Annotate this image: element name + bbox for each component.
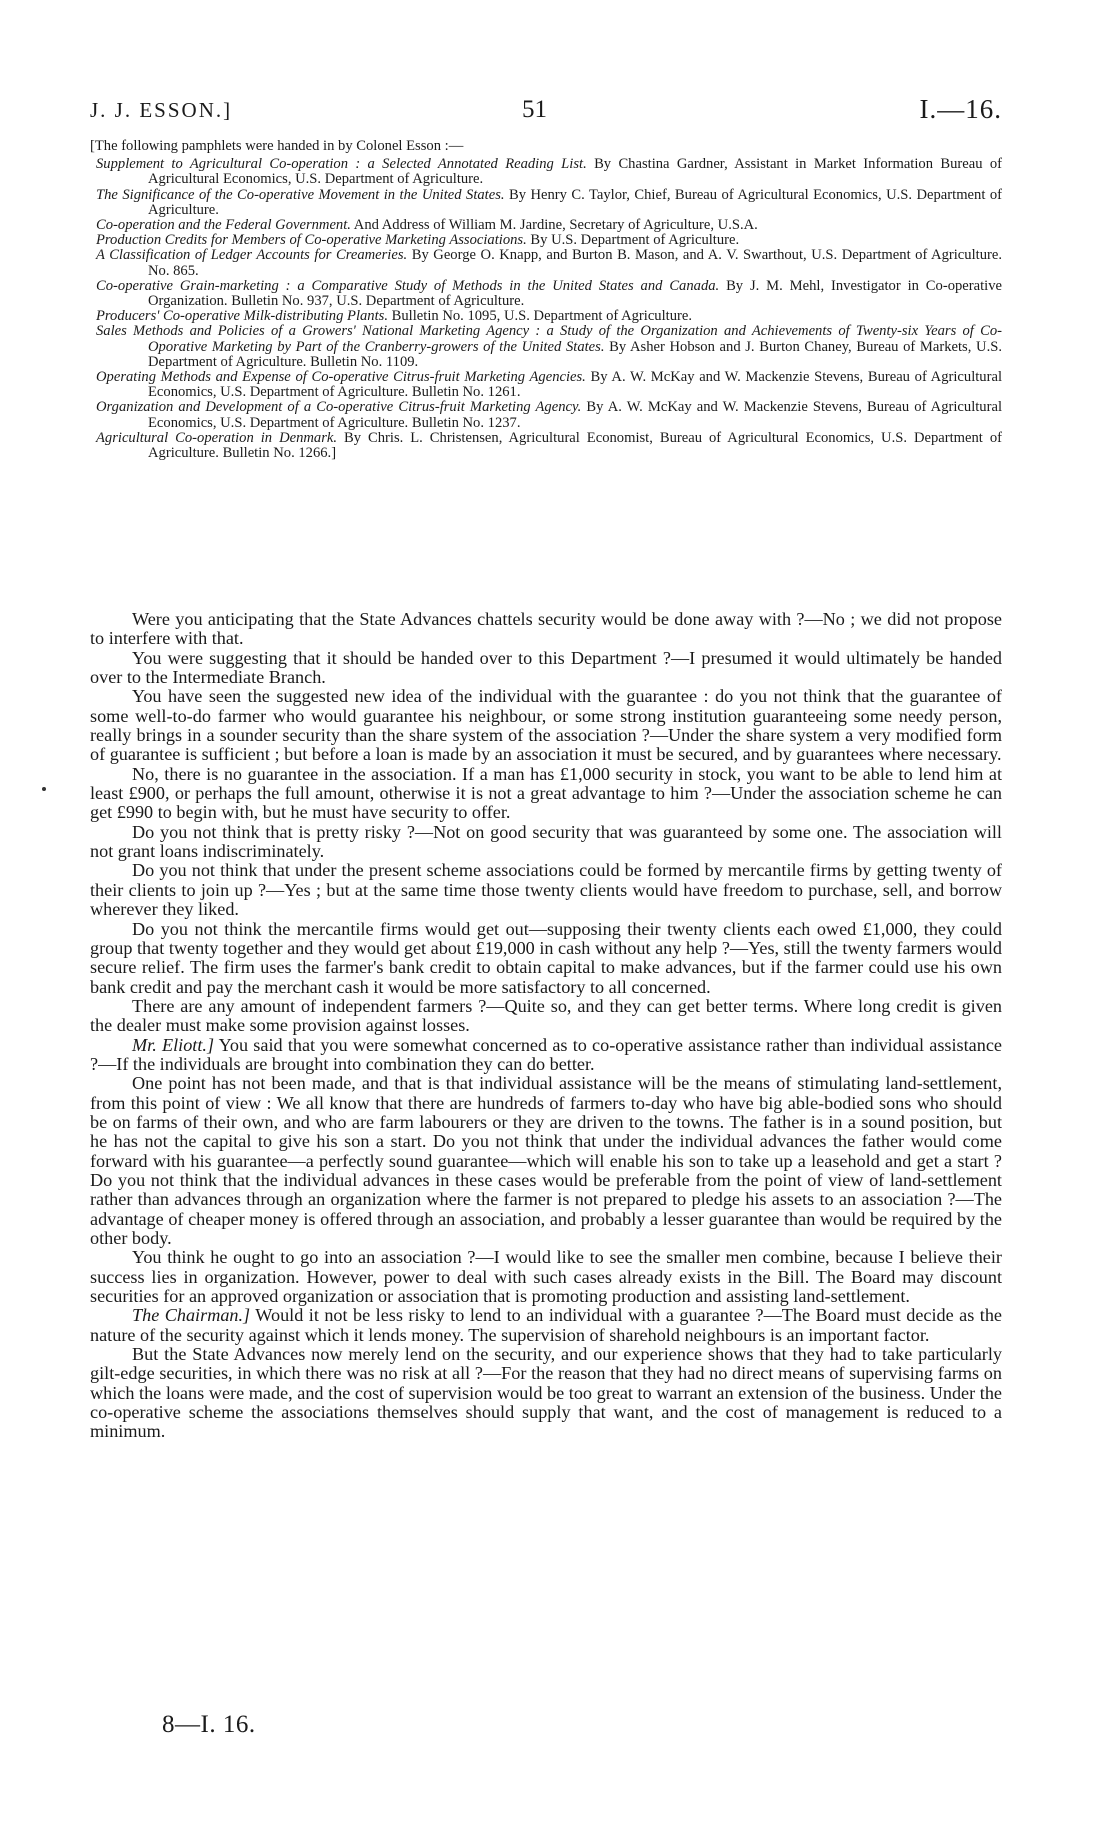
pamphlet-details: By Henry C. Taylor, Chief, Bureau of Agricultural Economics, U.S. Department of Agriculture. <box>148 186 1002 218</box>
pamphlet-title: Supplement to Agricultural Co-operation : a Selected Annotated Reading List. <box>96 156 587 173</box>
pamphlet-title: Operating Methods and Expense of Co-operative Citrus-fruit Marketing Agencies. <box>96 369 586 386</box>
pamphlet-reference <box>90 233 1002 248</box>
pamphlet-reference <box>90 370 1002 400</box>
paragraph-text: One point has not been made, and that is that individual assistance will be the means of stimulating land-settlement, from this point of view : We all know that there are hundreds of farmers to-day who have big able-bodied sons who should be on farms of their own, and who are farm labourers or they are driven to the towns. The father is in a sound position, but he has not the capital to give his son a start. Do you not think that under the individual advances the father would come forward with his guarantee—a perfectly sound guarantee—which will enable his son to take up a leasehold and get a start ? Do you not think that the individual advances in these cases would be preferable from the point of view of land-settlement rather than advances through an organization where the farmer is not prepared to pledge his assets to an association ?—The advantage of cheaper money is offered through an association, and probably a lesser guarantee than would be required by the other body. <box>90 1073 1002 1248</box>
paragraph-text: Do you not think that under the present scheme associations could be formed by mercantile firms by getting twenty of their clients to join up ?—Yes ; but at the same time those twenty clients would have freedom to purchase, sell, and borrow wherever they liked. <box>90 860 1002 920</box>
pamphlet-reference <box>90 431 1002 461</box>
margin-mark <box>42 787 46 791</box>
evidence-transcript <box>90 610 1002 1442</box>
speaker-name: The Chairman.] <box>132 1305 251 1326</box>
transcript-paragraph <box>90 861 1002 919</box>
pamphlet-reference <box>90 157 1002 187</box>
pamphlet-title: Producers' Co-operative Milk-distributing Plants. <box>96 308 388 325</box>
pamphlet-details: By A. W. McKay and W. Mackenzie Stevens, Bureau of Agricultural Economics, U.S. Department of Agriculture. Bulletin No. 1261. <box>148 369 1002 401</box>
transcript-paragraph <box>90 920 1002 997</box>
pamphlet-reference <box>90 324 1002 370</box>
transcript-paragraph <box>90 765 1002 823</box>
pamphlet-title: Agricultural Co-operation in Denmark. <box>96 429 338 446</box>
pamphlet-details: By J. M. Mehl, Investigator in Co-operative Organization. Bulletin No. 937, U.S. Department of Agriculture. <box>148 277 1002 310</box>
pamphlet-reference <box>90 309 1002 324</box>
transcript-paragraph <box>90 649 1002 688</box>
pamphlet-details: By U.S. Department of Agriculture. <box>526 232 740 249</box>
pamphlet-intro: [The following pamphlets were handed in by Colonel Esson :— <box>90 138 464 154</box>
pamphlet-title: Production Credits for Members of Co-operative Marketing Associations. <box>96 232 527 249</box>
page-footer-signature: 8—I. 16. <box>162 1711 256 1738</box>
transcript-paragraph <box>90 1345 1002 1442</box>
transcript-paragraph <box>90 1074 1002 1248</box>
pamphlet-details: By Chastina Gardner, Assistant in Market Information Bureau of Agricultural Economics, U.S. Department of Agriculture. <box>148 156 1002 188</box>
pamphlet-title: A Classification of Ledger Accounts for Creameries. <box>96 247 408 264</box>
paragraph-text: Do you not think the mercantile firms would get out—supposing their twenty clients each owed £1,000, they could group that twenty together and they would get about £19,000 in cash without any help ?—Yes, still the twenty farmers would secure relief. The firm uses the farmer's bank credit to obtain capital to make advances, but if the farmer could use his own bank credit and pay the merchant cash it would be more satisfactory to all concerned. <box>90 918 1002 997</box>
paragraph-text: Do you not think that is pretty risky ?—Not on good security that was guaranteed by some one. The association will not grant loans indiscriminately. <box>90 821 1002 862</box>
pamphlet-details: By A. W. McKay and W. Mackenzie Stevens, Bureau of Agricultural Economics, U.S. Department of Agriculture. Bulletin No. 1237. <box>148 399 1002 431</box>
page-header <box>90 94 1002 132</box>
pamphlet-details: Bulletin No. 1095, U.S. Department of Agriculture. <box>388 308 692 325</box>
pamphlet-details: By Asher Hobson and J. Burton Chaney, Bureau of Markets, U.S. Department of Agriculture. Bulletin No. 1109. <box>148 338 1002 370</box>
pamphlet-details: By George O. Knapp, and Burton B. Mason, and A. V. Swarthout, U.S. Department of Agriculture. No. 865. <box>148 247 1002 279</box>
header-paper-reference: I.—16. <box>919 94 1002 124</box>
pamphlet-title: The Significance of the Co-operative Movement in the United States. <box>96 186 505 203</box>
pamphlet-reference <box>90 248 1002 278</box>
speaker-name: Mr. Eliott.] <box>132 1034 215 1055</box>
paragraph-text: No, there is no guarantee in the association. If a man has £1,000 security in stock, you want to be able to lend him at least £900, or perhaps the full amount, otherwise it is not a great advantage to him ?—Under the association scheme he can get £990 to begin with, but he must have security to offer. <box>90 763 1002 823</box>
pamphlet-reference <box>90 188 1002 218</box>
pamphlet-title: Co-operative Grain-marketing : a Comparative Study of Methods in the United States and Canada. <box>96 277 720 294</box>
pamphlet-reference <box>90 279 1002 309</box>
pamphlet-title: Sales Methods and Policies of a Growers' National Marketing Agency : a Study of the Organization and Achievements of Twenty-six Years of Co-Oporative Marketing by Part of the Cranberry-growers of the United States. <box>96 323 1002 355</box>
paragraph-text: You said that you were somewhat concerned as to co-operative assistance rather than individual assistance ?—If the individuals are brought into combination they can do better. <box>90 1034 1002 1074</box>
transcript-paragraph <box>90 1306 1002 1345</box>
paragraph-text: But the State Advances now merely lend on the security, and our experience shows that they had to take particularly gilt-edge securities, in which there was no risk at all ?—For the reason that they had no direct means of supervising farms on which the loans were made, and the cost of supervision would be too great to warrant an extension of the business. Under the co-operative scheme the associations themselves should supply that want, and the cost of management is reduced to a minimum. <box>90 1344 1002 1442</box>
pamphlet-details: And Address of William M. Jardine, Secretary of Agriculture, U.S.A. <box>350 217 758 234</box>
header-witness-name: J. J. ESSON.] <box>90 98 233 122</box>
page-number: 51 <box>522 96 547 123</box>
pamphlet-items <box>90 157 1002 461</box>
pamphlet-title: Co-operation and the Federal Government. <box>96 217 351 234</box>
transcript-paragraph <box>90 1248 1002 1306</box>
transcript-paragraph <box>90 610 1002 649</box>
paragraph-text: You have seen the suggested new idea of the individual with the guarantee : do you not think that the guarantee of some well-to-do farmer who would guarantee his neighbour, or some strong institution guaranteeing some needy person, really brings in a sounder security than the share system of the association ?—Under the share system a very modified form of guarantee is sufficient ; but before a loan is made by an association it must be secured, and by guarantees where necessary. <box>90 686 1002 765</box>
paragraph-text: You think he ought to go into an association ?—I would like to see the smaller men combine, because I believe their success lies in organization. However, power to deal with such cases already exists in the Bill. The Board may discount securities for an approved organization or association that is promoting production and assisting land-settlement. <box>90 1247 1002 1307</box>
paragraph-text: Were you anticipating that the State Advances chattels security would be done away with ?—No ; we did not propose to interfere with that. <box>90 609 1002 649</box>
pamphlet-title: Organization and Development of a Co-operative Citrus-fruit Marketing Agency. <box>96 399 582 416</box>
pamphlet-reference <box>90 218 1002 233</box>
transcript-paragraph <box>90 1036 1002 1075</box>
paragraph-text: There are any amount of independent farmers ?—Quite so, and they can get better terms. Where long credit is given the dealer must make some provision against losses. <box>90 995 1002 1036</box>
transcript-paragraph <box>90 687 1002 764</box>
paragraph-text: Would it not be less risky to lend to an individual with a guarantee ?—The Board must decide as the nature of the security against which it lends money. The supervision of sharehold neighbours is an important factor. <box>90 1305 1002 1345</box>
transcript-paragraph <box>90 997 1002 1036</box>
pamphlet-details: By Chris. L. Christensen, Agricultural Economist, Bureau of Agricultural Economics, U.S. Department of Agriculture. Bulletin No. 1266.] <box>148 429 1002 462</box>
paragraph-text: You were suggesting that it should be handed over to this Department ?—I presumed it would ultimately be handed over to the Intermediate Branch. <box>90 647 1002 688</box>
pamphlet-reference <box>90 400 1002 430</box>
pamphlet-list <box>90 139 1002 461</box>
transcript-paragraph <box>90 823 1002 862</box>
